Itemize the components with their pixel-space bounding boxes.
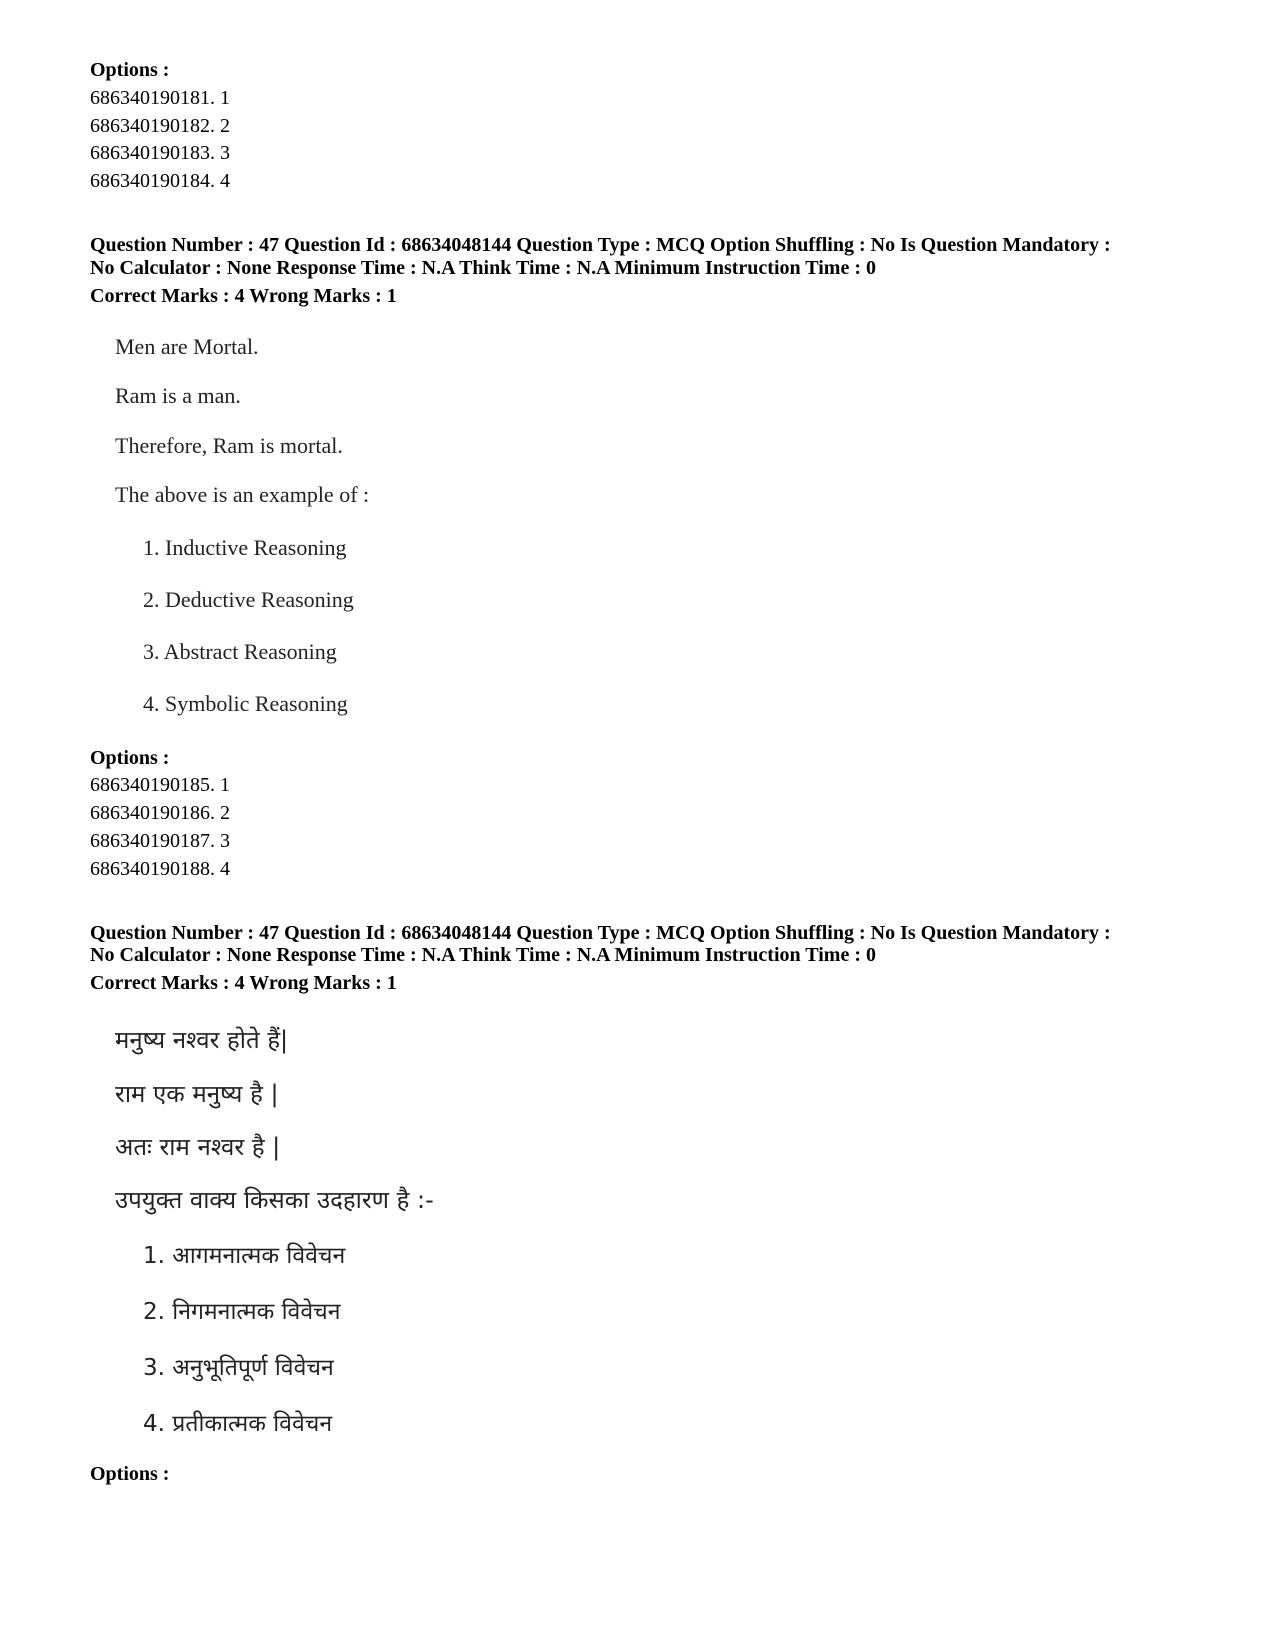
question-prompt: The above is an example of : (115, 482, 370, 507)
question-marks: Correct Marks : 4 Wrong Marks : 1 (90, 972, 397, 994)
question-meta-line1: Question Number : 47 Question Id : 68634048144 Question Type : MCQ Option Shuffling : No Is Question Mandatory : (90, 234, 1111, 256)
answer-choice: 4. Symbolic Reasoning (143, 691, 348, 716)
answer-choice: 3. Abstract Reasoning (143, 639, 337, 664)
answer-choice: 1. आगमनात्मक विवेचन (143, 1243, 346, 1269)
answer-choice: 2. निगमनात्मक विवेचन (143, 1299, 341, 1325)
option-item: 686340190183. 3 (90, 142, 230, 164)
question-meta-line2: No Calculator : None Response Time : N.A Think Time : N.A Minimum Instruction Time : 0 (90, 944, 876, 966)
question-statement: राम एक मनुष्य है | (115, 1080, 279, 1108)
option-item: 686340190187. 3 (90, 830, 230, 852)
question-statement: Therefore, Ram is mortal. (115, 433, 343, 458)
answer-choice: 1. Inductive Reasoning (143, 535, 347, 560)
option-item: 686340190188. 4 (90, 858, 230, 880)
answer-choice: 2. Deductive Reasoning (143, 587, 354, 612)
option-item: 686340190185. 1 (90, 774, 230, 796)
question-meta-line2: No Calculator : None Response Time : N.A Think Time : N.A Minimum Instruction Time : 0 (90, 257, 876, 279)
option-item: 686340190182. 2 (90, 115, 230, 137)
options-heading: Options : (90, 747, 170, 769)
option-item: 686340190186. 2 (90, 802, 230, 824)
question-statement: Men are Mortal. (115, 334, 259, 359)
options-heading: Options : (90, 1463, 170, 1485)
question-statement: अतः राम नश्वर है | (115, 1133, 281, 1161)
option-item: 686340190184. 4 (90, 170, 230, 192)
answer-choice: 3. अनुभूतिपूर्ण विवेचन (143, 1355, 334, 1381)
question-marks: Correct Marks : 4 Wrong Marks : 1 (90, 285, 397, 307)
answer-choice: 4. प्रतीकात्मक विवेचन (143, 1411, 333, 1437)
question-meta-line1: Question Number : 47 Question Id : 68634048144 Question Type : MCQ Option Shuffling : No Is Question Mandatory : (90, 922, 1111, 944)
question-prompt: उपयुक्त वाक्य किसका उदहारण है :- (115, 1186, 434, 1214)
options-heading: Options : (90, 59, 170, 81)
option-item: 686340190181. 1 (90, 87, 230, 109)
question-statement: मनुष्य नश्वर होते हैं| (115, 1026, 289, 1054)
question-statement: Ram is a man. (115, 383, 241, 408)
